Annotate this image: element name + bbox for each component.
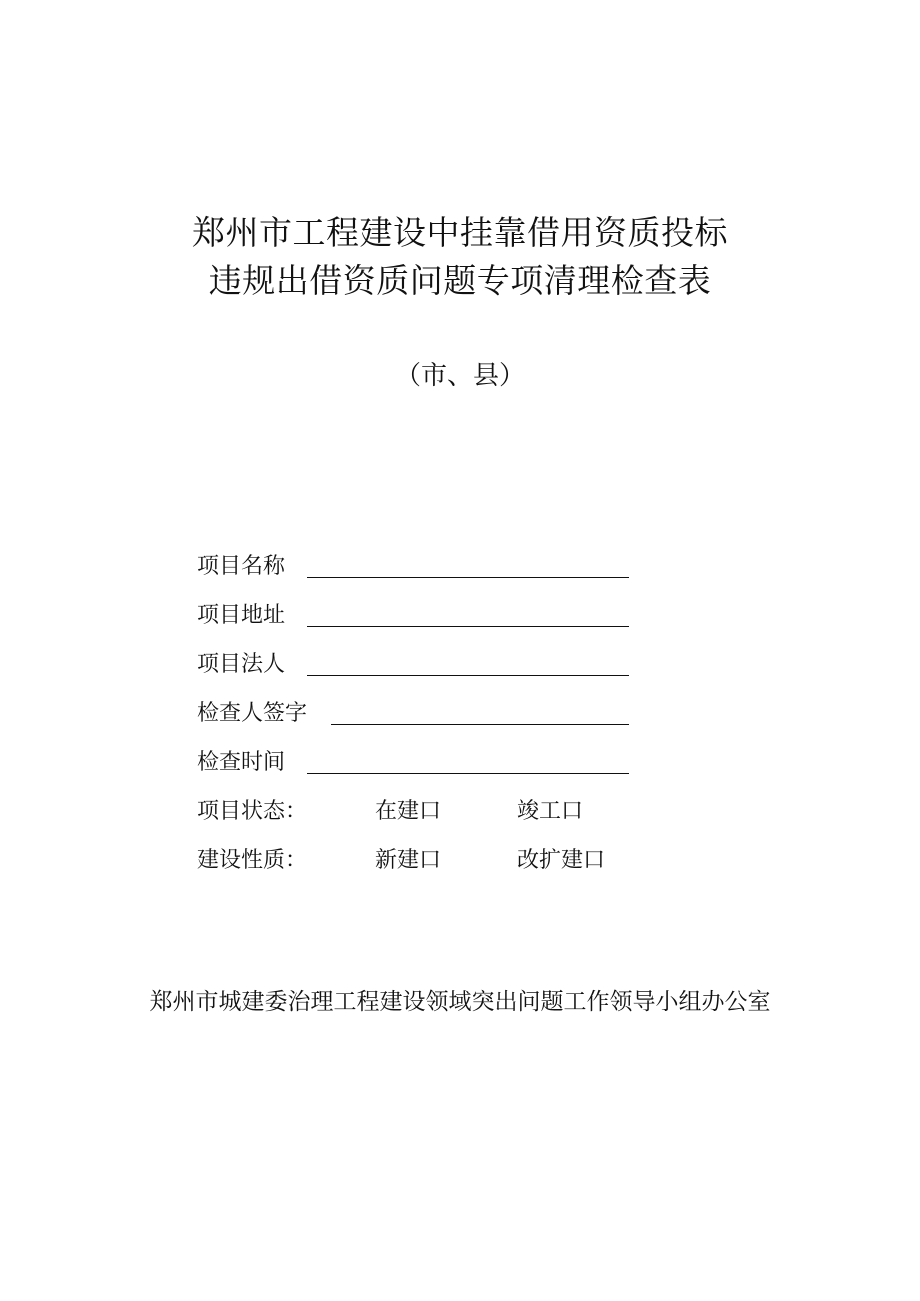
project-address-blank[interactable]: [307, 626, 629, 627]
option-under-construction[interactable]: 在建口: [375, 799, 442, 824]
construction-nature-row: [197, 845, 657, 877]
inspector-signature-blank[interactable]: [331, 724, 629, 725]
field-label: 检查时间: [197, 750, 286, 775]
field-legal-person: [197, 649, 637, 681]
construction-nature-label: 建设性质：: [197, 848, 308, 873]
issuing-office: 郑州市城建委治理工程建设领域突出问题工作领导小组办公室: [149, 989, 771, 1015]
project-status-label: 项目状态：: [197, 799, 308, 824]
project-status-row: [197, 796, 657, 828]
option-completed[interactable]: 竣工口: [517, 799, 584, 824]
option-new-build[interactable]: 新建口: [375, 848, 442, 873]
form-title-line-2: 违规出借资质问题专项清理检查表: [208, 261, 712, 300]
inspection-time-blank[interactable]: [307, 773, 629, 774]
field-inspector-signature: [197, 698, 637, 730]
field-label: 项目名称: [197, 554, 286, 579]
field-label: 检查人签字: [197, 701, 308, 726]
legal-person-blank[interactable]: [307, 675, 629, 676]
option-renovation-expansion[interactable]: 改扩建口: [517, 848, 606, 873]
project-name-blank[interactable]: [307, 577, 629, 578]
field-project-address: [197, 600, 637, 632]
field-inspection-time: [197, 747, 637, 779]
form-subtitle: （市、县）: [394, 361, 525, 391]
form-title-line-1: 郑州市工程建设中挂靠借用资质投标: [192, 213, 728, 252]
field-label: 项目法人: [197, 652, 286, 677]
field-label: 项目地址: [197, 603, 286, 628]
field-project-name: [197, 551, 637, 583]
